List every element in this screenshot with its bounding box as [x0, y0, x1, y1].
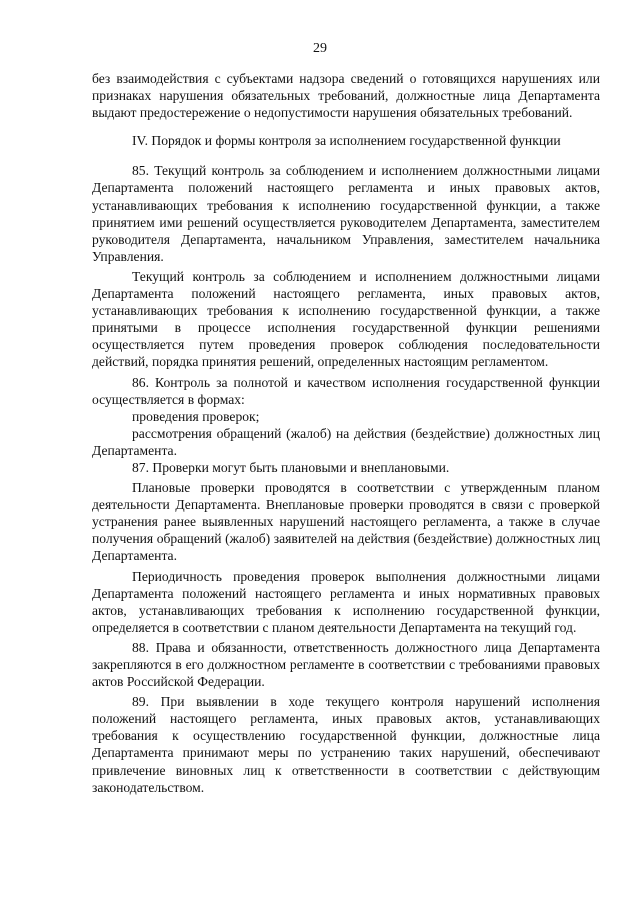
- paragraph-86-form-inspections: проведения проверок;: [132, 408, 260, 424]
- paragraph-88: 88. Права и обязанности, ответственность должностного лица Департамента закрепляются в его должностном регламенте в соответствии с требованиями правовых актов Российской Федерации.: [92, 639, 600, 690]
- paragraph-87: 87. Проверки могут быть плановыми и внеплановыми.: [132, 459, 450, 475]
- paragraph-85-current-control: Текущий контроль за соблюдением и исполнением должностными лицами Департамента положений настоящего регламента, иных правовых актов, устанавливающих требования к исполнению государственной функции, а также принятыми в процессе исполнения государственной функции решениями осуществляется путем проведения проверок соблюдения последовательности действий, порядка принятия решений, определенных настоящим регламентом.: [92, 268, 600, 370]
- section-heading: IV. Порядок и формы контроля за исполнением государственной функции: [132, 133, 561, 149]
- paragraph-87-periodicity: Периодичность проведения проверок выполнения должностными лицами Департамента положений настоящего регламента и иных нормативных правовых актов, устанавливающих требования к исполнению государственной функции, определяется в соответствии с планом деятельности Департамента на текущий год.: [92, 568, 600, 635]
- paragraph-86: 86. Контроль за полнотой и качеством исполнения государственной функции осуществляется в формах:: [92, 374, 600, 407]
- document-body: [92, 70, 600, 796]
- paragraph-87-planned-inspections: Плановые проверки проводятся в соответствии с утвержденным планом деятельности Департамента. Внеплановые проверки проводятся в связи с проверкой устранения ранее выявленных нарушений настоящего регламента, а также в случае получения обращений (жалоб) заявителей на действия (бездействие) должностных лиц Департамента.: [92, 480, 600, 564]
- paragraph-85: 85. Текущий контроль за соблюдением и исполнением должностными лицами Департамента положений настоящего регламента и иных правовых актов, устанавливающих требования к исполнению государственной функции, а также принятием ими решений осуществляется руководителем Департамента, заместителем руководителя Департамента, начальником Управления, заместителем начальника Управления.: [92, 163, 600, 264]
- page-number: 29: [313, 41, 327, 56]
- paragraph-86-form-complaints: рассмотрения обращений (жалоб) на действия (бездействие) должностных лиц Департамента.: [92, 425, 600, 458]
- paragraph-continuation: без взаимодействия с субъектами надзора сведений о готовящихся нарушениях или признаках нарушения обязательных требований, должностные лица Департамента выдают предостережение о недопустимости нарушения обязательных требований.: [92, 71, 600, 121]
- paragraph-89: 89. При выявлении в ходе текущего контроля нарушений исполнения положений настоящего регламента, иных правовых актов, устанавливающих требования к осуществлению государственной функции, должностные лица Департамента принимают меры по устранению таких нарушений, обеспечивают привлечение виновных лиц к ответственности в соответствии с действующим законодательством.: [92, 694, 600, 795]
